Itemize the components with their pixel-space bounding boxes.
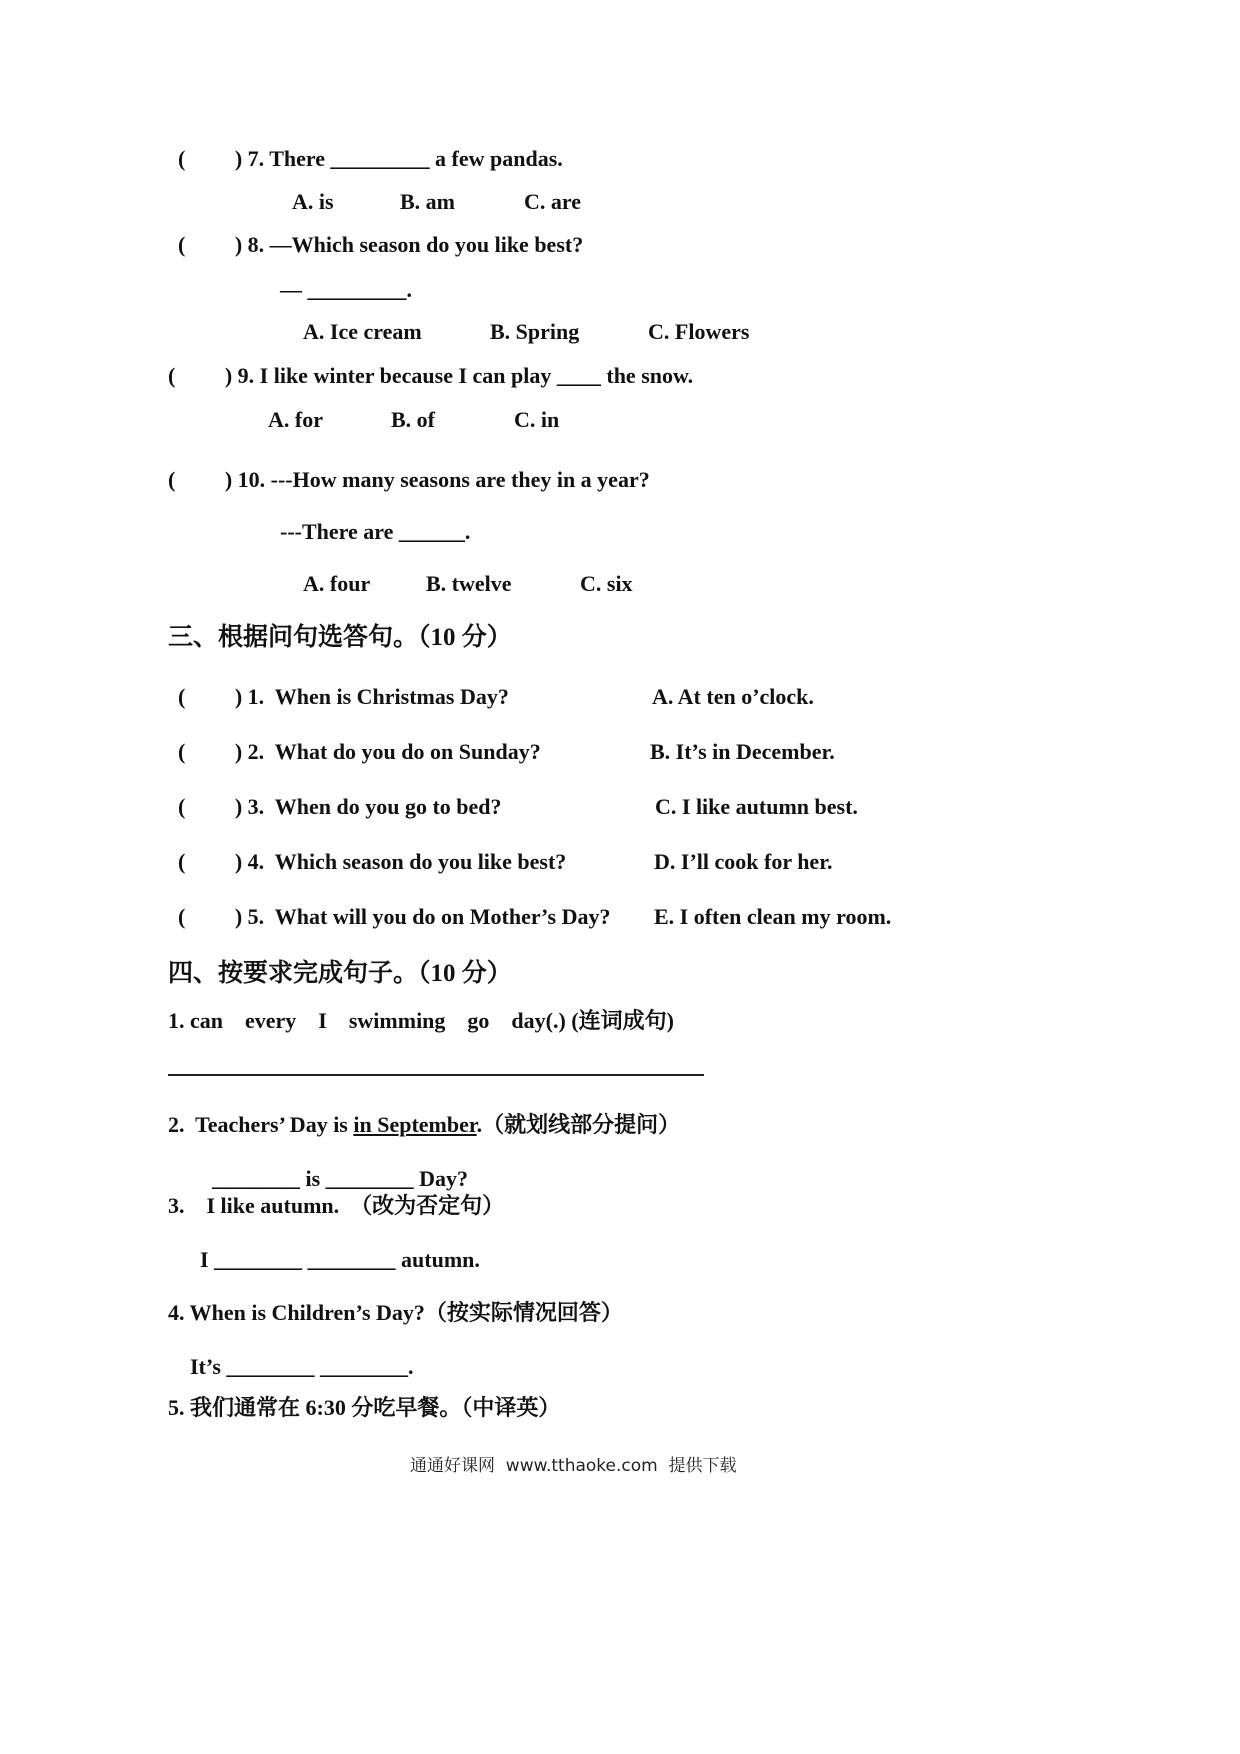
q10-option-c: C. six: [580, 571, 633, 596]
s4-q4-answer: It’s ________ ________.: [190, 1354, 414, 1379]
match-answer-e: E. I often clean my room.: [654, 904, 892, 929]
s4-q2: [168, 1114, 680, 1136]
match-question-5: ( ) 5. What will you do on Mother’s Day?: [178, 904, 611, 929]
q8-answer-line: — _________.: [280, 277, 412, 302]
section4-heading: 四、按要求完成句子。（10 分）: [168, 960, 512, 987]
s4-q3: 3. I like autumn. （改为否定句）: [168, 1193, 505, 1218]
q8-option-c: C. Flowers: [648, 319, 750, 344]
match-answer-c: C. I like autumn best.: [655, 794, 858, 819]
match-question-1: ( ) 1. When is Christmas Day?: [178, 684, 509, 709]
s4-q5: 5. 我们通常在 6:30 分吃早餐。（中译英）: [168, 1395, 561, 1420]
q7-stem: ( ) 7. There _________ a few pandas.: [178, 146, 563, 171]
s4-q1: 1. can every I swimming go day(.) (连词成句): [168, 1008, 674, 1033]
s4-q2-pre: 2. Teachers’ Day is: [168, 1112, 354, 1137]
q9-option-c: C. in: [514, 407, 560, 432]
match-question-3: ( ) 3. When do you go to bed?: [178, 794, 502, 819]
match-answer-d: D. I’ll cook for her.: [654, 849, 833, 874]
s4-q2-answer: ________ is ________ Day?: [212, 1166, 469, 1191]
q10-stem: ( ) 10. ---How many seasons are they in a year?: [168, 467, 650, 492]
match-question-4: ( ) 4. Which season do you like best?: [178, 849, 567, 874]
q7-option-b: B. am: [400, 189, 455, 214]
q8-option-b: B. Spring: [490, 319, 580, 344]
q8-option-a: A. Ice cream: [303, 319, 422, 344]
q9-stem: ( ) 9. I like winter because I can play ____ the snow.: [168, 363, 694, 388]
q9-option-b: B. of: [391, 407, 435, 432]
match-question-2: ( ) 2. What do you do on Sunday?: [178, 739, 541, 764]
s4-q2-post: .（就划线部分提问）: [476, 1112, 681, 1137]
q7-option-a: A. is: [292, 189, 334, 214]
section3-heading: 三、根据问句选答句。（10 分）: [168, 624, 512, 651]
q7-option-c: C. are: [524, 189, 582, 214]
footer-credit: 通通好课网 www.tthaoke.com 提供下载: [410, 1456, 737, 1476]
q10-option-b: B. twelve: [426, 571, 512, 596]
s4-q4: 4. When is Children’s Day?（按实际情况回答）: [168, 1300, 623, 1325]
s4-q3-answer: I ________ ________ autumn.: [200, 1247, 480, 1272]
s4-q2-underlined: in September: [353, 1112, 477, 1137]
q9-option-a: A. for: [268, 407, 323, 432]
match-answer-a: A. At ten o’clock.: [652, 684, 814, 709]
q10-option-a: A. four: [303, 571, 371, 596]
q8-stem: ( ) 8. —Which season do you like best?: [178, 232, 584, 257]
q10-answer-line: ---There are ______.: [280, 519, 471, 544]
match-answer-b: B. It’s in December.: [650, 739, 835, 764]
s4-q1-answer-line: [168, 1074, 704, 1076]
